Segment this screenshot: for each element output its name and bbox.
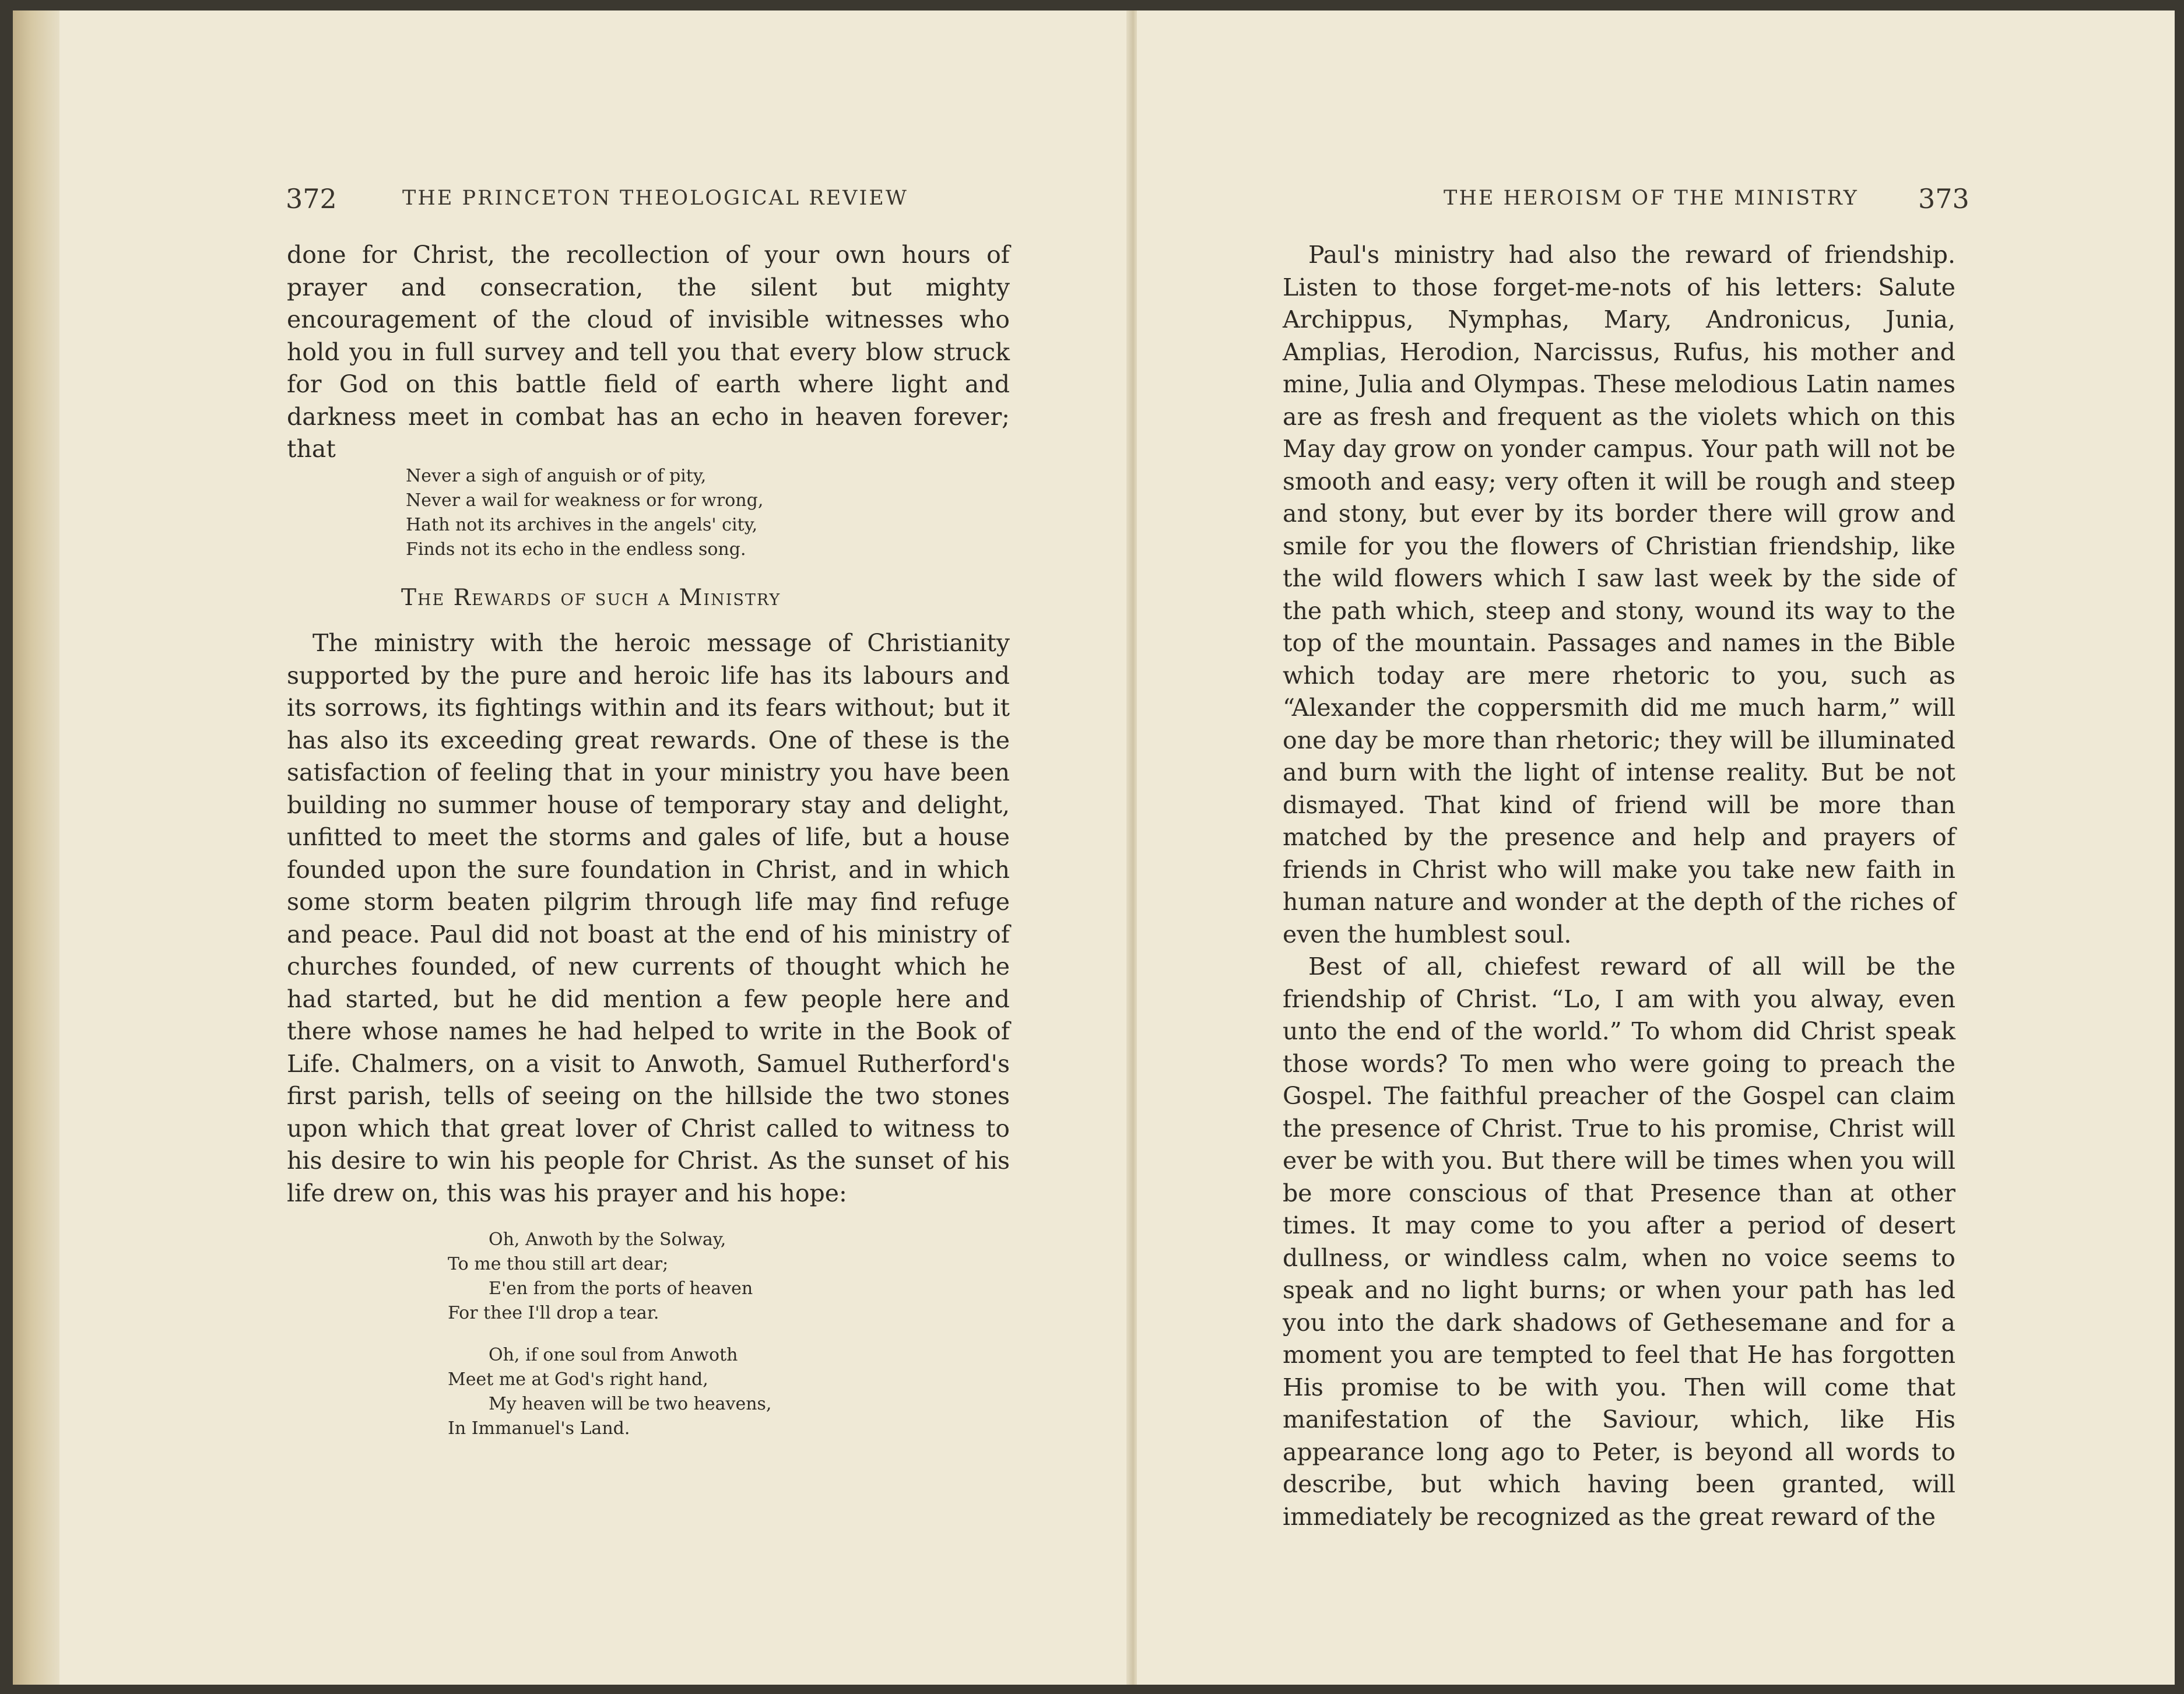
verse-quote <box>448 1343 771 1441</box>
verse-quote <box>448 1228 753 1326</box>
paragraph: done for Christ, the recollection of your own hours of prayer and consecration, the silent but mighty encouragement of the cloud of invisible witnesses who hold you in full survey and tell you that every blow struck for God on this battle field of earth where light and darkness meet in combat has an echo in heaven forever; that <box>287 241 1010 463</box>
right-page <box>1137 10 2175 1685</box>
verse-line: Oh, Anwoth by the Solway, <box>489 1229 726 1250</box>
verse-line: Finds not its echo in the endless song. <box>406 539 746 560</box>
page-number: 373 <box>1918 183 1969 215</box>
verse-line: Meet me at God's right hand, <box>448 1369 708 1390</box>
paragraph: Paul's ministry had also the reward of friendship. Listen to those forget-me-nots of his letters: Salute Archippus, Nymphas, Mary, Andronicus, Junia, Amplias, Herodion, Narcissus, Rufus, his mother and mine, Julia and Olympas. These melodious Latin names are as fresh and frequent as the violets which on this May day grow on yonder campus. Your path will not be smooth and easy; very often it will be rough and steep and stony, but ever by its border there will grow and smile for you the flowers of Christian friendship, like the wild flowers which I saw last week by the side of the path which, steep and stony, wound its way to the top of the mountain. Passages and names in the Bible which today are mere rhetoric to you, such as “Alexander the coppersmith did me much harm,” will one day be more than rhetoric; they will be illuminated and burn with the light of intense reality. But be not dismayed. That kind of friend will be more than matched by the presence and help and prayers of friends in Christ who will make you take new faith in human nature and wonder at the depth of the riches of even the humblest soul. <box>1283 241 1955 948</box>
running-head: THE HEROISM OF THE MINISTRY <box>1444 187 1859 210</box>
book-spread <box>13 10 2175 1685</box>
verse-line: For thee I'll drop a tear. <box>448 1303 659 1323</box>
running-head: THE PRINCETON THEOLOGICAL REVIEW <box>402 187 908 210</box>
verse-line: In Immanuel's Land. <box>448 1418 630 1439</box>
verse-line: E'en from the ports of heaven <box>489 1278 753 1299</box>
paragraph: Best of all, chiefest reward of all will be the friendship of Christ. “Lo, I am with you alway, even unto the end of the world.” To whom did Christ speak those words? To men who were going to preach the Gospel. The faithful preacher of the Gospel can claim the presence of Christ. True to his promise, Christ will ever be with you. But there will be times when you will be more conscious of that Presence than at other times. It may come to you after a period of desert dullness, or windless calm, when no voice seems to speak and no light burns; or when your path has led you into the dark shadows of Gethesemane and for a moment you are tempted to feel that He has forgotten His promise to be with you. Then will come that manifestation of the Saviour, which, like His appearance long ago to Peter, is beyond all words to describe, but which having been granted, will immediately be recognized as the great reward of the <box>1283 953 1955 1531</box>
section-heading: The Rewards of such a Ministry <box>401 585 781 611</box>
left-page <box>59 10 1131 1685</box>
body-text <box>287 627 1010 1210</box>
verse-line: Oh, if one soul from Anwoth <box>489 1345 738 1365</box>
paragraph: The ministry with the heroic message of Christianity supported by the pure and heroic life has its labours and its sorrows, its fightings within and its fears without; but it has also its exceeding great rewards. One of these is the satisfaction of feeling that in your ministry you have been building no summer house of temporary stay and delight, unfitted to meet the storms and gales of life, but a house founded upon the sure foundation in Christ, and in which some storm beaten pilgrim through life may find refuge and peace. Paul did not boast at the end of his ministry of churches founded, of new currents of thought which he had started, but he did mention a few people here and there whose names he had helped to write in the Book of Life. Chalmers, on a visit to Anwoth, Samuel Rutherford's first parish, tells of seeing on the hillside the two stones upon which that great lover of Christ called to witness to his desire to win his people for Christ. As the sunset of his life drew on, this was his prayer and his hope: <box>287 629 1010 1207</box>
page-number: 372 <box>286 183 337 215</box>
page-edge <box>13 10 59 1685</box>
verse-line: Hath not its archives in the angels' city, <box>406 515 758 535</box>
body-text <box>1283 239 1955 1533</box>
body-text <box>287 239 1010 466</box>
verse-line: To me thou still art dear; <box>448 1254 669 1274</box>
verse-line: My heaven will be two heavens, <box>489 1394 772 1414</box>
verse-line: Never a sigh of anguish or of pity, <box>406 466 707 486</box>
verse-quote <box>406 464 763 562</box>
verse-line: Never a wail for weakness or for wrong, <box>406 490 764 511</box>
